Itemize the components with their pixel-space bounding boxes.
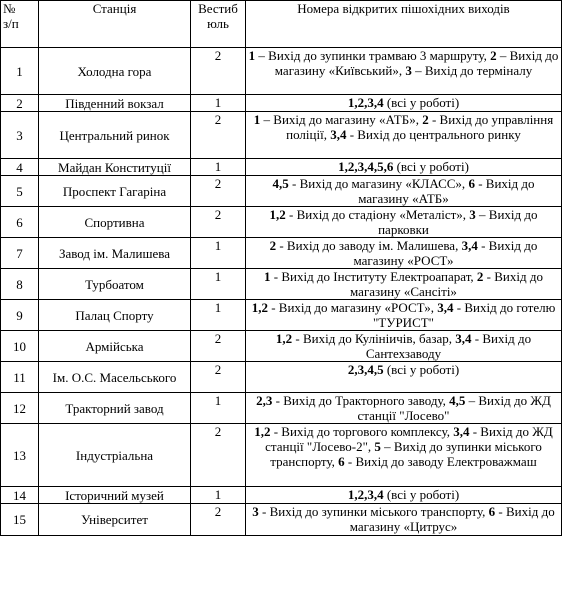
exit-numbers: 2,3 — [256, 393, 273, 408]
exit-numbers: 1,2 — [275, 331, 293, 346]
vestibule-count: 2 — [191, 176, 246, 207]
header-vestibule — [191, 1, 246, 48]
exit-numbers: 6 — [488, 504, 496, 519]
station-name: Університет — [39, 504, 191, 536]
table-row — [1, 487, 562, 504]
table-row — [1, 269, 562, 300]
vestibule-count: 1 — [191, 269, 246, 300]
exits-description — [246, 393, 562, 424]
row-number: 11 — [1, 362, 39, 393]
exits-description — [246, 487, 562, 504]
row-number: 1 — [1, 48, 39, 95]
exit-numbers: 1 — [253, 112, 261, 127]
vestibule-count: 1 — [191, 238, 246, 269]
exit-numbers: 1,2 — [254, 424, 271, 439]
exit-numbers: 1,2,3,4,5,6 — [338, 159, 394, 174]
station-name: Ім. О.С. Масельського — [39, 362, 191, 393]
station-name: Палац Спорту — [39, 300, 191, 331]
station-name: Південний вокзал — [39, 95, 191, 112]
station-name: Армійська — [39, 331, 191, 362]
header-number — [1, 1, 39, 48]
exit-numbers: 1,2,3,4 — [347, 487, 384, 502]
table-row — [1, 424, 562, 487]
exit-numbers: 3 — [405, 63, 412, 78]
station-name: Холодна гора — [39, 48, 191, 95]
station-name: Майдан Конституції — [39, 159, 191, 176]
row-number: 6 — [1, 207, 39, 238]
row-number: 2 — [1, 95, 39, 112]
table-row — [1, 176, 562, 207]
header-row — [1, 1, 562, 48]
exits-description — [246, 48, 562, 95]
vestibule-count: 2 — [191, 504, 246, 536]
station-name: Завод ім. Малишева — [39, 238, 191, 269]
exit-text: - Вихід до Тракторного заводу, — [272, 393, 450, 408]
exit-text: - Вихід до готелю "ТУРИСТ" — [373, 300, 556, 330]
exit-text: - Вихід до торгового комплексу, — [270, 424, 454, 439]
row-number: 13 — [1, 424, 39, 487]
exit-text: - Вихід до магазину «Цитрус» — [349, 504, 555, 534]
exits-description — [246, 238, 562, 269]
exit-numbers: 3,4 — [455, 331, 472, 346]
exit-text: - Вихід до Сантехзаводу — [365, 331, 532, 361]
vestibule-count: 2 — [191, 331, 246, 362]
exit-numbers: 6 — [468, 176, 475, 191]
row-number: 12 — [1, 393, 39, 424]
exit-numbers: 2 — [476, 269, 484, 284]
exit-text: – Вихід до терміналу — [411, 63, 533, 78]
vestibule-count: 2 — [191, 362, 246, 393]
exit-numbers: 3,4 — [437, 300, 454, 315]
exit-text: - Вихід до магазину «РОСТ», — [267, 300, 438, 315]
exits-description — [246, 362, 562, 393]
table-row — [1, 159, 562, 176]
table-row — [1, 238, 562, 269]
exit-text: - Вихід до Кулініичів, базар, — [292, 331, 456, 346]
table-row — [1, 504, 562, 536]
exit-numbers: 2 — [490, 48, 497, 63]
exit-numbers: 1 — [248, 48, 256, 63]
row-number: 4 — [1, 159, 39, 176]
station-name: Спортивна — [39, 207, 191, 238]
exit-numbers: 6 — [338, 454, 345, 469]
vestibule-count: 2 — [191, 112, 246, 159]
exit-text: (всі у роботі) — [393, 159, 469, 174]
exit-text: (всі у роботі) — [383, 487, 460, 502]
vestibule-count: 1 — [191, 159, 246, 176]
exits-description — [246, 207, 562, 238]
exit-text: - Вихід до зупинки міського транспорту, — [258, 504, 489, 519]
exit-numbers: 1,2 — [251, 300, 268, 315]
table-row — [1, 48, 562, 95]
vestibule-count: 1 — [191, 300, 246, 331]
row-number: 3 — [1, 112, 39, 159]
station-name: Проспект Гагаріна — [39, 176, 191, 207]
exit-text: (всі у роботі) — [383, 95, 460, 110]
table-row — [1, 112, 562, 159]
exit-text: – Вихід до ЖД станції "Лосево" — [357, 393, 551, 423]
exits-description — [246, 176, 562, 207]
header-number-line1: № — [3, 1, 16, 16]
table-row — [1, 300, 562, 331]
row-number: 7 — [1, 238, 39, 269]
exit-text: - Вихід до заводу Електроважмаш — [344, 454, 537, 469]
row-number: 9 — [1, 300, 39, 331]
exit-text: - Вихід до магазину «АТБ» — [358, 176, 535, 206]
exit-numbers: 1 — [264, 269, 271, 284]
exit-text: - Вихід до управління поліції, — [286, 112, 554, 142]
station-name: Індустріальна — [39, 424, 191, 487]
exit-text: – Вихід до зупинки трамваю 3 маршруту, — [255, 48, 491, 63]
exit-numbers: 2 — [422, 112, 429, 127]
exits-description — [246, 331, 562, 362]
exit-text: - Вихід до магазину «РОСТ» — [353, 238, 538, 268]
header-vestibule-line2: юль — [207, 16, 229, 31]
row-number: 14 — [1, 487, 39, 504]
station-name: Турбоатом — [39, 269, 191, 300]
exit-numbers: 1,2,3,4 — [347, 95, 384, 110]
table-row — [1, 331, 562, 362]
header-exits: Номера відкритих пішохідних виходів — [246, 1, 562, 48]
exit-text: - Вихід до магазину «Сансіті» — [350, 269, 543, 299]
exits-description — [246, 504, 562, 536]
exits-description — [246, 95, 562, 112]
vestibule-count: 1 — [191, 95, 246, 112]
exit-numbers: 1,2 — [269, 207, 286, 222]
exit-text: - Вихід до стадіону «Металіст», — [285, 207, 470, 222]
row-number: 15 — [1, 504, 39, 536]
exit-text: - Вихід до Інституту Електроапарат, — [270, 269, 477, 284]
header-number-line2: з/п — [3, 16, 19, 31]
exit-numbers: 4,5 — [272, 176, 289, 191]
row-number: 5 — [1, 176, 39, 207]
exit-text: (всі у роботі) — [383, 362, 460, 377]
exit-numbers: 2,3,4,5 — [347, 362, 384, 377]
row-number: 8 — [1, 269, 39, 300]
exit-numbers: 3,4 — [461, 238, 478, 253]
exits-description — [246, 300, 562, 331]
exit-text: – Вихід до зупинки міського транспорту, — [270, 439, 542, 469]
exit-text: – Вихід до магазину «АТБ», — [260, 112, 423, 127]
table-row — [1, 362, 562, 393]
exit-text: – Вихід до парковки — [378, 207, 538, 237]
exit-numbers: 4,5 — [449, 393, 466, 408]
exit-numbers: 3 — [252, 504, 259, 519]
table-row — [1, 393, 562, 424]
header-station: Станція — [39, 1, 191, 48]
exits-description — [246, 269, 562, 300]
station-name: Центральний ринок — [39, 112, 191, 159]
exit-text: - Вихід до магазину «КЛАСС», — [288, 176, 469, 191]
vestibule-count: 2 — [191, 424, 246, 487]
exit-text: - Вихід до центрального ринку — [346, 127, 521, 142]
exits-description — [246, 159, 562, 176]
header-vestibule-line1: Вестиб — [198, 1, 238, 16]
exit-numbers: 5 — [374, 439, 381, 454]
row-number: 10 — [1, 331, 39, 362]
vestibule-count: 2 — [191, 207, 246, 238]
vestibule-count: 1 — [191, 393, 246, 424]
exits-description — [246, 424, 562, 487]
exit-text: - Вихід до заводу ім. Малишева, — [276, 238, 462, 253]
exit-numbers: 3,4 — [453, 424, 470, 439]
vestibule-count: 2 — [191, 48, 246, 95]
exit-text: – Вихід до магазину «Київський», — [274, 48, 559, 78]
exit-numbers: 3,4 — [330, 127, 347, 142]
table-row — [1, 207, 562, 238]
exit-numbers: 2 — [269, 238, 277, 253]
table-row — [1, 95, 562, 112]
exit-text: - Вихід до ЖД станції "Лосево-2", — [265, 424, 553, 454]
station-name: Історичний музей — [39, 487, 191, 504]
exits-description — [246, 112, 562, 159]
vestibule-count: 1 — [191, 487, 246, 504]
exit-numbers: 3 — [469, 207, 476, 222]
station-name: Тракторний завод — [39, 393, 191, 424]
